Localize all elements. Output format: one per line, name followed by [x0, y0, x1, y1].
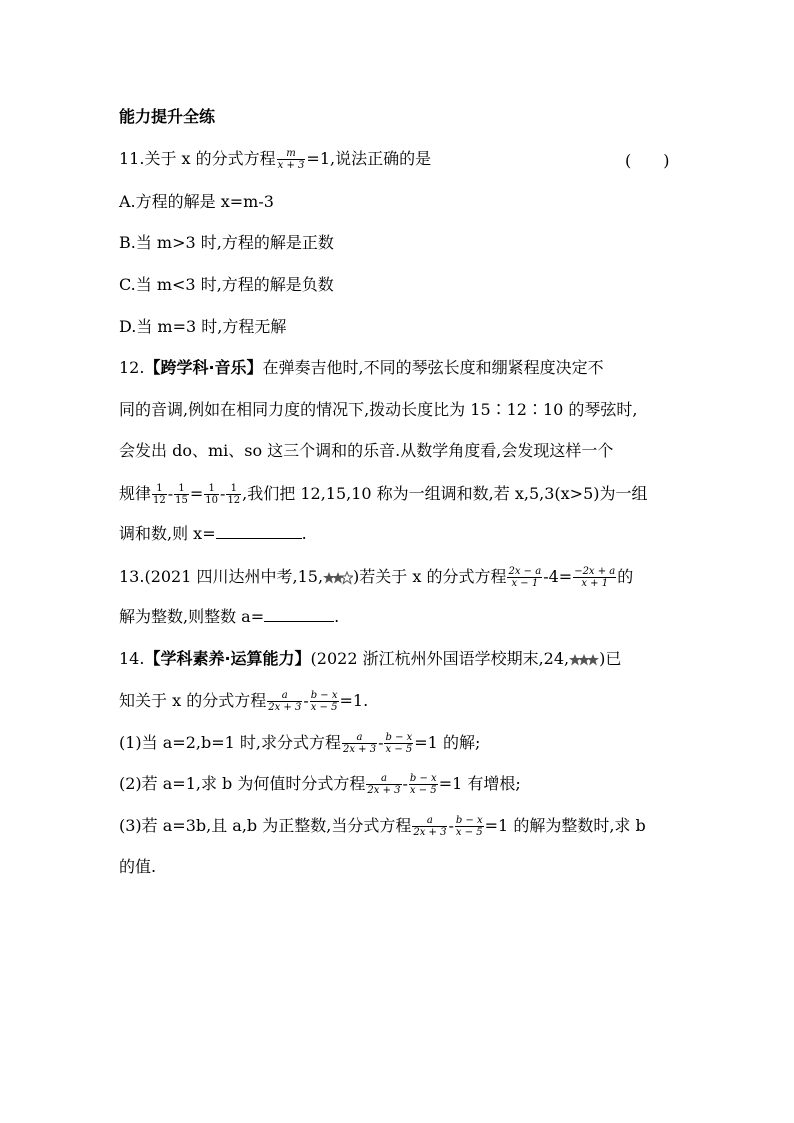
- q11-option-b: B.当 m>3 时,方程的解是正数: [119, 233, 334, 252]
- question-12-line-2: 同的音调,例如在相同力度的情况下,拨动长度比为 15∶12∶10 的琴弦时,: [119, 400, 638, 419]
- q13-mid: -4=: [543, 567, 573, 586]
- q14-p1-frac-b: $\frac{b - x}{x - 5}$: [385, 732, 413, 755]
- q11-suffix: =1,说法正确的是: [306, 149, 432, 168]
- q14-source-end: )已: [599, 649, 622, 668]
- q11-prefix: 11.关于 x 的分式方程: [119, 149, 276, 168]
- q12-frac-3: $\frac{1}{10}$: [205, 483, 219, 506]
- q13-tail: 的: [617, 567, 634, 586]
- question-14-line-1: [119, 649, 621, 669]
- q11-option-d: D.当 m=3 时,方程无解: [119, 317, 287, 336]
- q14-p2-frac-a: $\frac{a}{2x + 3}$: [367, 773, 401, 796]
- q11-frac-den: x + 3: [277, 160, 305, 171]
- q11-answer-paren: ( ): [625, 151, 670, 170]
- q14-number: 14.: [119, 649, 145, 668]
- question-14-part-3-line-2: 的值.: [119, 857, 157, 876]
- q14-p1-text: (1)当 a=2,b=1 时,求分式方程: [119, 733, 341, 752]
- question-12-line-4: 规律 $\frac{1}{12}$ - $\frac{1}{15}$ = $\frac{1}{10}$ - $\frac{1}{12}$ ,我们把 12,15,10 称为一组调和数,若 x,5,3(x>5)为一组: [119, 483, 648, 506]
- q12-frac-1: $\frac{1}{12}$: [153, 483, 166, 506]
- question-14-part-1: (1)当 a=2,b=1 时,求分式方程 $\frac{a}{2x + 3}$ - $\frac{b - x}{x - 5}$ =1 的解;: [119, 732, 481, 755]
- question-14-part-2: (2)若 a=1,求 b 为何值时分式方程 $\frac{a}{2x + 3}$ - $\frac{b - x}{x - 5}$ =1 有增根;: [119, 773, 521, 796]
- q11-option-a: A.方程的解是 x=m-3: [119, 192, 274, 211]
- q14-p1-suffix: =1 的解;: [414, 733, 481, 752]
- q14-p2-text: (2)若 a=1,求 b 为何值时分式方程: [119, 774, 366, 793]
- q14-p2-suffix: =1 有增根;: [438, 774, 521, 793]
- q14-p3-frac-a: $\frac{a}{2x + 3}$: [413, 815, 447, 838]
- q11-fraction: [277, 148, 306, 171]
- question-13-line-2: [119, 607, 339, 627]
- q12-line1-text: 在弹奏吉他时,不同的琴弦长度和绷紧程度决定不: [262, 358, 604, 377]
- q12-period: .: [301, 524, 307, 543]
- q13-period: .: [334, 607, 340, 626]
- q13-frac-right: $\frac{-2x + a}{x + 1}$: [574, 566, 616, 589]
- q14-p3-frac-b: $\frac{b - x}{x - 5}$: [455, 815, 483, 838]
- q12-tag: 【跨学科·音乐】: [144, 358, 263, 377]
- question-14-part-3: (3)若 a=3b,且 a,b 为正整数,当分式方程 $\frac{a}{2x + 3}$ - $\frac{b - x}{x - 5}$ =1 的解为整数时,求 b: [119, 815, 646, 838]
- q13-prefix: 13.(2021 四川达州中考,15,: [119, 567, 324, 586]
- difficulty-stars-icon: [569, 653, 599, 667]
- q12-rule-label: 规律: [119, 484, 152, 503]
- question-13-line-1: [119, 566, 633, 589]
- question-12-line-1: [119, 358, 604, 378]
- q14-frac-b: $\frac{b - x}{x - 5}$: [310, 690, 338, 713]
- question-12-line-5: [119, 524, 307, 544]
- question-14-line-2: 知关于 x 的分式方程 $\frac{a}{2x + 3}$ - $\frac{b - x}{x - 5}$ =1.: [119, 690, 369, 713]
- question-11-stem: [119, 148, 431, 171]
- difficulty-stars-icon: [323, 571, 353, 585]
- q14-p3-text: (3)若 a=3b,且 a,b 为正整数,当分式方程: [119, 816, 412, 835]
- q13-frac-left: $\frac{2x - a}{x - 1}$: [508, 566, 542, 589]
- question-12-line-3: 会发出 do、mi、so 这三个调和的乐音.从数学角度看,会发现这样一个: [119, 441, 614, 460]
- q13-text: )若关于 x 的分式方程: [353, 567, 507, 586]
- q12-frac-4: $\frac{1}{12}$: [227, 483, 241, 506]
- q14-p2-frac-b: $\frac{b - x}{x - 5}$: [409, 773, 437, 796]
- q12-line5-text: 调和数,则 x=: [119, 524, 216, 543]
- q13-answer-blank[interactable]: [264, 607, 334, 622]
- q14-line2-text: 知关于 x 的分式方程: [119, 691, 267, 710]
- q14-frac-a: $\frac{a}{2x + 3}$: [268, 690, 302, 713]
- q12-line4-text: ,我们把 12,15,10 称为一组调和数,若 x,5,3(x>5)为一组: [242, 484, 648, 503]
- q14-source: (2022 浙江杭州外国语学校期末,24,: [310, 649, 570, 668]
- q14-p3-suffix: =1 的解为整数时,求 b: [484, 816, 646, 835]
- q11-option-c: C.当 m<3 时,方程的解是负数: [119, 275, 334, 294]
- q14-p1-frac-a: $\frac{a}{2x + 3}$: [342, 732, 377, 755]
- q11-frac-num: m: [286, 148, 296, 159]
- section-title: 能力提升全练: [119, 107, 216, 126]
- q13-line2-text: 解为整数,则整数 a=: [119, 607, 265, 626]
- q12-frac-2: $\frac{1}{15}$: [175, 483, 188, 506]
- q12-number: 12.: [119, 358, 145, 377]
- q14-eq: =1.: [339, 691, 369, 710]
- q12-answer-blank[interactable]: [216, 524, 302, 539]
- q14-tag: 【学科素养·运算能力】: [144, 649, 311, 668]
